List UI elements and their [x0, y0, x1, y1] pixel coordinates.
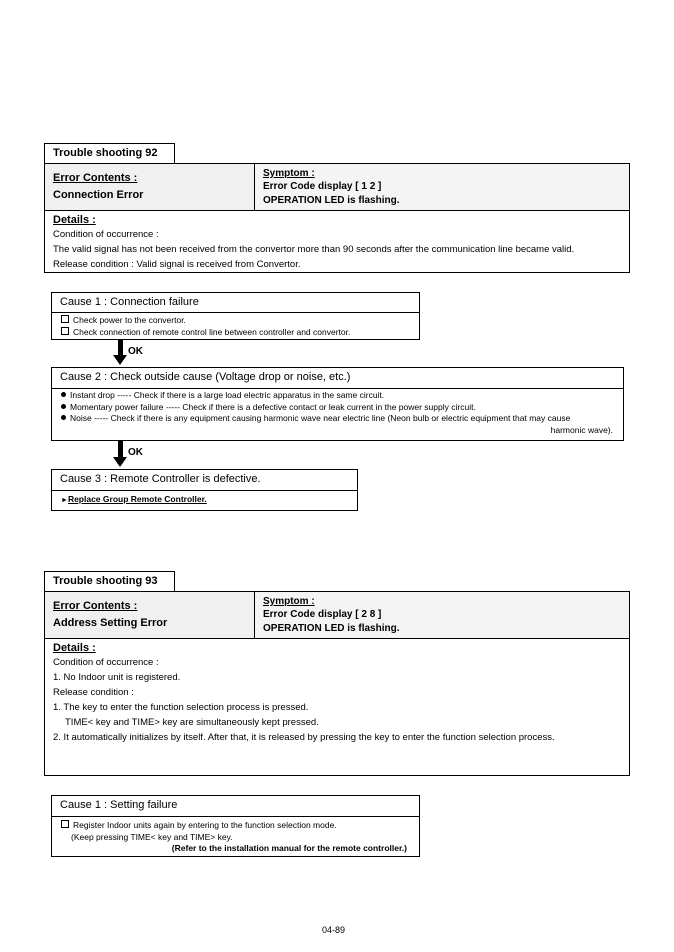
ts92-details-line-3: Release condition : Valid signal is received from Convertor. — [53, 259, 301, 270]
ts93-details — [44, 639, 630, 776]
checkbox-icon — [61, 820, 69, 828]
ts93-symptom-line-2: OPERATION LED is flashing. — [263, 623, 400, 634]
bullet-icon — [61, 404, 66, 409]
bullet-icon — [61, 415, 66, 420]
checkbox-icon — [61, 327, 69, 335]
ts93-error-value: Address Setting Error — [53, 617, 168, 629]
ts92-cause1-item-1-text: Check power to the convertor. — [73, 315, 186, 325]
ts92-symptom — [255, 164, 629, 210]
ts92-error-contents — [45, 164, 255, 210]
ts92-cause1-item-2-text: Check connection of remote control line between controller and convertor. — [73, 326, 351, 337]
ts92-details-line-2: The valid signal has not been received from the convertor more than 90 seconds after the communication line became valid. — [53, 244, 575, 255]
ts92-cause1-box — [51, 292, 420, 340]
ts93-details-line-6: 2. It automatically initializes by itself. After that, it is released by pressing the key to enter the function selection process. — [53, 732, 555, 743]
ts93-details-line-3: Release condition : — [53, 687, 134, 698]
ts92-cause2-item-1 — [61, 390, 623, 402]
ts92-cause2-body — [52, 389, 623, 436]
ts93-details-line-2: 1. No Indoor unit is registered. — [53, 672, 181, 683]
ts93-symptom-title: Symptom : — [263, 596, 315, 607]
ts93-details-line-4: 1. The key to enter the function selection process is pressed. — [53, 702, 309, 713]
ts92-cause2-box — [51, 367, 624, 441]
ts92-tab: Trouble shooting 92 — [44, 143, 175, 164]
ts93-cause1-body — [52, 817, 419, 855]
ts92-cause3-box — [51, 469, 358, 511]
ts92-ok-1: OK — [128, 346, 143, 357]
triangle-right-icon: ► — [61, 497, 68, 504]
ts92-symptom-line-2: OPERATION LED is flashing. — [263, 195, 400, 206]
bullet-icon — [61, 392, 66, 397]
ts92-symptom-title: Symptom : — [263, 168, 315, 179]
ts92-cause2-item-2-text: Momentary power failure ----- Check if there is a defective contact or leak current in the power supply circuit. — [70, 401, 476, 412]
ts93-cause1-box — [51, 795, 420, 857]
ts93-details-line-5: TIME< key and TIME> key are simultaneously kept pressed. — [65, 717, 319, 728]
ts93-cause1-item-line2: (Keep pressing TIME< key and TIME> key. — [71, 831, 233, 842]
ts93-symptom — [255, 592, 629, 638]
ts92-details-title: Details : — [53, 214, 96, 226]
ts92-cause2-item-2 — [61, 402, 623, 414]
ts92-error-title: Error Contents : — [53, 172, 138, 184]
ts92-symptom-line-1: Error Code display [ 1 2 ] — [263, 181, 382, 192]
ts92-cause2-item-1-text: Instant drop ----- Check if there is a large load electric apparatus in the same circuit. — [70, 390, 385, 400]
ts93-error-title: Error Contents : — [53, 600, 138, 612]
ts93-cause1-title: Cause 1 : Setting failure — [52, 796, 419, 817]
checkbox-icon — [61, 315, 69, 323]
ts92-cause1-body — [52, 313, 419, 338]
ts93-header — [44, 591, 630, 639]
ts93-cause1-item-1 — [61, 820, 419, 832]
ts92-arrow-1-shaft — [118, 340, 123, 356]
ts93-details-title: Details : — [53, 642, 96, 654]
ts92-cause1-title: Cause 1 : Connection failure — [52, 293, 419, 313]
ts92-cause2-title: Cause 2 : Check outside cause (Voltage drop or noise, etc.) — [52, 368, 623, 389]
ts92-cause2-item-3-text: Noise ----- Check if there is any equipment causing harmonic wave near electric line (Neon bulb or electric equipment that may cause — [70, 413, 571, 423]
ts92-details — [44, 211, 630, 273]
ts92-arrow-2-shaft — [118, 441, 123, 458]
ts92-arrow-2-head-icon — [113, 457, 127, 467]
ts92-cause2-continuation: harmonic wave). — [550, 424, 613, 435]
ts92-cause3-title: Cause 3 : Remote Controller is defective. — [52, 470, 357, 491]
ts93-error-contents — [45, 592, 255, 638]
ts92-header — [44, 163, 630, 211]
ts92-error-value: Connection Error — [53, 189, 144, 201]
ts92-cause2-item-3 — [61, 413, 623, 425]
ts92-details-line-1: Condition of occurrence : — [53, 229, 159, 240]
page-number: 04-89 — [322, 925, 346, 935]
ts93-cause1-item-1-text: Register Indoor units again by entering to the function selection mode. — [73, 820, 337, 830]
ts92-cause3-action: Replace Group Remote Controller. — [67, 494, 207, 504]
ts93-cause1-item-line3: (Refer to the installation manual for the remote controller.) — [171, 843, 407, 853]
ts92-arrow-1-head-icon — [113, 355, 127, 365]
ts93-tab: Trouble shooting 93 — [44, 571, 175, 592]
ts92-ok-2: OK — [128, 447, 143, 458]
ts93-symptom-line-1: Error Code display [ 2 8 ] — [263, 609, 382, 620]
ts92-cause3-body — [52, 491, 357, 507]
ts92-cause1-item-1 — [61, 315, 419, 327]
ts92-cause1-item-2 — [61, 327, 419, 339]
ts93-details-line-1: Condition of occurrence : — [53, 657, 159, 668]
